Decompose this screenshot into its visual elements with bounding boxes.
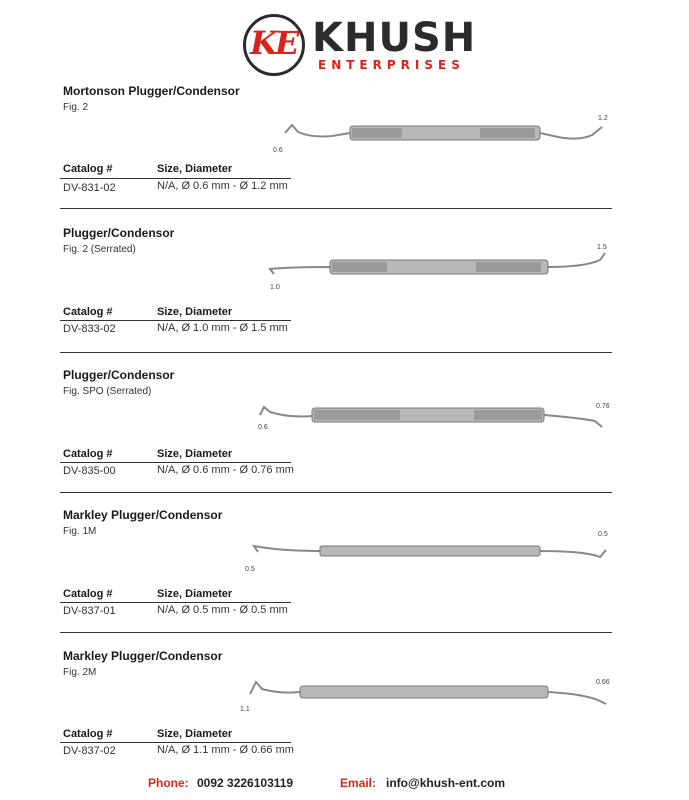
product-fig: Fig. 2 (Serrated) bbox=[63, 244, 136, 255]
section-divider bbox=[60, 352, 612, 353]
product-fig: Fig. 2M bbox=[63, 667, 97, 678]
product-title: Mortonson Plugger/Condensor bbox=[63, 84, 240, 98]
section-divider bbox=[60, 492, 612, 493]
tip-label-left: 0.6 bbox=[258, 424, 268, 431]
product-title: Markley Plugger/Condensor bbox=[63, 508, 223, 522]
size-value: N/A, Ø 1.0 mm - Ø 1.5 mm bbox=[157, 322, 288, 334]
catalog-header: Catalog # bbox=[63, 306, 113, 318]
section-divider bbox=[60, 208, 612, 209]
tip-label-left: 0.6 bbox=[273, 147, 283, 154]
instrument-image bbox=[240, 240, 620, 300]
product-fig: Fig. 2 bbox=[63, 102, 89, 113]
section-divider bbox=[60, 632, 612, 633]
email-link[interactable]: info@khush-ent.com bbox=[386, 776, 506, 790]
size-header: Size, Diameter bbox=[157, 163, 233, 175]
catalog-header: Catalog # bbox=[63, 728, 113, 740]
catalog-header: Catalog # bbox=[63, 448, 113, 460]
brand-subtitle: ENTERPRISES bbox=[318, 58, 465, 72]
size-value: N/A, Ø 1.1 mm - Ø 0.66 mm bbox=[157, 744, 294, 756]
column-underline bbox=[60, 602, 291, 603]
instrument-image bbox=[240, 664, 620, 724]
brand-name: KHUSH bbox=[312, 15, 477, 61]
email-label: Email: bbox=[340, 776, 377, 790]
size-header: Size, Diameter bbox=[157, 728, 233, 740]
instrument-image bbox=[240, 385, 620, 445]
column-underline bbox=[60, 178, 291, 179]
tip-label-right: 0.5 bbox=[598, 531, 608, 538]
product-title: Markley Plugger/Condensor bbox=[63, 649, 223, 663]
column-underline bbox=[60, 742, 291, 743]
phone-number[interactable]: 0092 3226103119 bbox=[197, 776, 294, 790]
phone-label: Phone: bbox=[148, 776, 189, 790]
tip-label-right: 0.66 bbox=[596, 679, 610, 686]
catalog-value: DV-837-01 bbox=[63, 605, 116, 617]
product-fig: Fig. SPO (Serrated) bbox=[63, 386, 152, 397]
tip-label-left: 0.5 bbox=[245, 566, 255, 573]
size-header: Size, Diameter bbox=[157, 588, 233, 600]
tip-label-left: 1.1 bbox=[240, 706, 250, 713]
catalog-value: DV-831-02 bbox=[63, 182, 116, 194]
catalog-value: DV-837-02 bbox=[63, 745, 116, 757]
header bbox=[0, 0, 689, 80]
catalog-value: DV-835-00 bbox=[63, 465, 116, 477]
logo-mark: KE bbox=[250, 24, 297, 62]
column-underline bbox=[60, 320, 291, 321]
size-header: Size, Diameter bbox=[157, 448, 233, 460]
size-header: Size, Diameter bbox=[157, 306, 233, 318]
tip-label-right: 1.5 bbox=[597, 244, 607, 251]
product-title: Plugger/Condensor bbox=[63, 368, 175, 382]
catalog-value: DV-833-02 bbox=[63, 323, 116, 335]
product-title: Plugger/Condensor bbox=[63, 226, 175, 240]
tip-label-right: 0.76 bbox=[596, 403, 610, 410]
size-value: N/A, Ø 0.5 mm - Ø 0.5 mm bbox=[157, 604, 288, 616]
product-fig: Fig. 1M bbox=[63, 526, 97, 537]
column-underline bbox=[60, 462, 291, 463]
size-value: N/A, Ø 0.6 mm - Ø 0.76 mm bbox=[157, 464, 294, 476]
size-value: N/A, Ø 0.6 mm - Ø 1.2 mm bbox=[157, 180, 288, 192]
catalog-header: Catalog # bbox=[63, 163, 113, 175]
tip-label-right: 1.2 bbox=[598, 115, 608, 122]
instrument-image bbox=[240, 520, 620, 580]
catalog-header: Catalog # bbox=[63, 588, 113, 600]
instrument-image bbox=[240, 110, 620, 170]
tip-label-left: 1.0 bbox=[270, 284, 280, 291]
